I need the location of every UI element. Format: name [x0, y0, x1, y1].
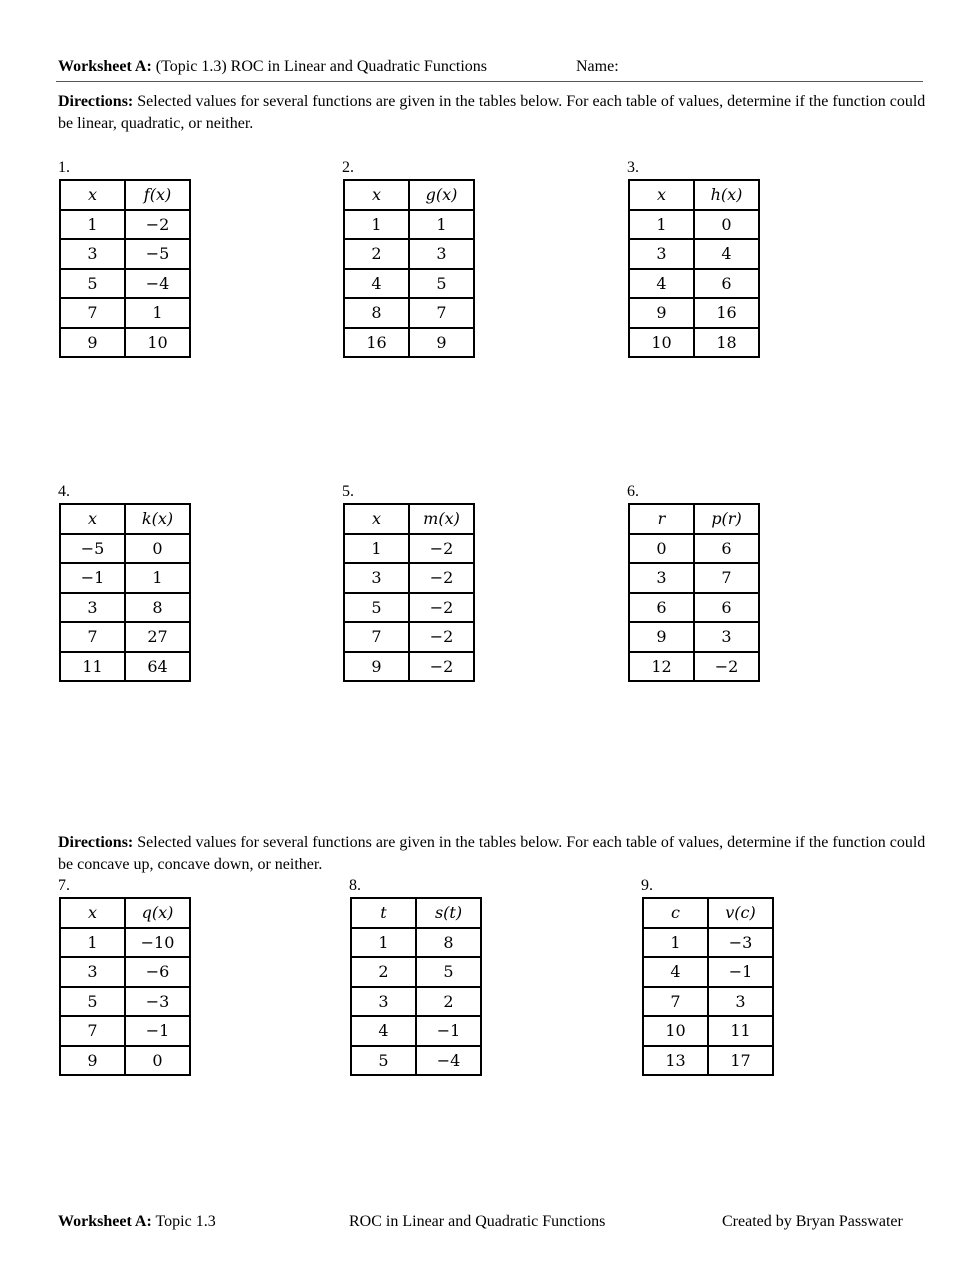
column-header: x [629, 180, 694, 210]
column-header: k(x) [125, 504, 190, 534]
table-cell: 4 [629, 269, 694, 299]
problem-number: 2. [342, 159, 354, 176]
table-cell: −2 [409, 593, 474, 623]
problem-number: 8. [349, 877, 361, 894]
table-cell: 7 [694, 563, 759, 593]
table-cell: 4 [694, 239, 759, 269]
table-cell: 9 [629, 298, 694, 328]
table-cell: 6 [694, 534, 759, 564]
problem-number: 5. [342, 483, 354, 500]
function-table [59, 179, 191, 358]
table-cell: 3 [60, 239, 125, 269]
table-cell: 1 [60, 210, 125, 240]
table-cell: 16 [344, 328, 409, 358]
table-cell: −2 [409, 622, 474, 652]
table-cell: 2 [344, 239, 409, 269]
table-cell: 1 [409, 210, 474, 240]
problem-number: 7. [58, 877, 70, 894]
worksheet-title-label: Worksheet A: [58, 58, 152, 75]
directions-linear-quadratic [58, 91, 928, 135]
column-header: s(t) [416, 898, 481, 928]
problem-number: 6. [627, 483, 639, 500]
table-cell: 9 [344, 652, 409, 682]
table-cell: 7 [60, 622, 125, 652]
table-cell: 1 [344, 210, 409, 240]
footer-worksheet-label: Worksheet A: [58, 1213, 152, 1230]
table-cell: −2 [694, 652, 759, 682]
table-cell: 13 [643, 1046, 708, 1076]
table-cell: 1 [643, 928, 708, 958]
worksheet-title: (Topic 1.3) ROC in Linear and Quadratic Functions [151, 58, 488, 75]
table-cell: −3 [708, 928, 773, 958]
problem-number: 9. [641, 877, 653, 894]
function-table [628, 503, 760, 682]
table-cell: 2 [416, 987, 481, 1017]
table-cell: 7 [344, 622, 409, 652]
table-cell: 1 [351, 928, 416, 958]
table-cell: −3 [125, 987, 190, 1017]
table-cell: 7 [409, 298, 474, 328]
column-header: c [643, 898, 708, 928]
table-cell: −4 [125, 269, 190, 299]
worksheet-header [58, 58, 923, 76]
directions-label: Directions: [58, 93, 134, 110]
footer-center: ROC in Linear and Quadratic Functions [349, 1213, 606, 1230]
table-cell: 3 [409, 239, 474, 269]
table-cell: 10 [629, 328, 694, 358]
table-cell: 18 [694, 328, 759, 358]
table-cell: 3 [351, 987, 416, 1017]
table-cell: 5 [416, 957, 481, 987]
table-cell: 10 [125, 328, 190, 358]
table-cell: 3 [60, 957, 125, 987]
function-table [343, 503, 475, 682]
function-table [628, 179, 760, 358]
table-cell: 1 [344, 534, 409, 564]
table-cell: 4 [351, 1016, 416, 1046]
table-cell: 3 [629, 239, 694, 269]
table-cell: 1 [629, 210, 694, 240]
problem-number: 4. [58, 483, 70, 500]
table-cell: −5 [60, 534, 125, 564]
table-cell: −10 [125, 928, 190, 958]
column-header: x [344, 180, 409, 210]
table-cell: −2 [409, 534, 474, 564]
table-cell: 11 [708, 1016, 773, 1046]
table-cell: −4 [416, 1046, 481, 1076]
column-header: t [351, 898, 416, 928]
function-table [59, 897, 191, 1076]
footer-left [58, 1213, 216, 1231]
column-header: q(x) [125, 898, 190, 928]
table-cell: 3 [344, 563, 409, 593]
table-cell: 8 [125, 593, 190, 623]
column-header: p(r) [694, 504, 759, 534]
problem-number: 1. [58, 159, 70, 176]
table-cell: 3 [694, 622, 759, 652]
name-label: Name: [576, 58, 619, 75]
table-cell: 4 [643, 957, 708, 987]
table-cell: 16 [694, 298, 759, 328]
function-table [59, 503, 191, 682]
table-cell: 5 [409, 269, 474, 299]
table-cell: 2 [351, 957, 416, 987]
function-table [343, 179, 475, 358]
table-cell: −2 [409, 652, 474, 682]
table-cell: 27 [125, 622, 190, 652]
table-cell: −5 [125, 239, 190, 269]
directions-text: Selected values for several functions are given in the tables below. For each table of values, determine if the function could be linear, quadratic, or neither. [58, 93, 926, 132]
table-cell: 12 [629, 652, 694, 682]
table-cell: −1 [60, 563, 125, 593]
table-cell: 3 [708, 987, 773, 1017]
column-header: x [60, 180, 125, 210]
table-cell: 64 [125, 652, 190, 682]
table-cell: 9 [409, 328, 474, 358]
table-cell: 0 [629, 534, 694, 564]
column-header: m(x) [409, 504, 474, 534]
column-header: g(x) [409, 180, 474, 210]
table-cell: 5 [351, 1046, 416, 1076]
column-header: x [60, 898, 125, 928]
table-cell: −2 [409, 563, 474, 593]
table-cell: 3 [629, 563, 694, 593]
table-cell: −1 [416, 1016, 481, 1046]
function-table [642, 897, 774, 1076]
header-divider [56, 81, 923, 82]
table-cell: −2 [125, 210, 190, 240]
table-cell: −1 [708, 957, 773, 987]
table-cell: 9 [60, 1046, 125, 1076]
table-cell: 0 [125, 1046, 190, 1076]
column-header: f(x) [125, 180, 190, 210]
column-header: h(x) [694, 180, 759, 210]
table-cell: 7 [60, 1016, 125, 1046]
table-cell: −6 [125, 957, 190, 987]
table-cell: 1 [125, 563, 190, 593]
directions-text: Selected values for several functions are given in the tables below. For each table of values, determine if the function could be concave up, concave down, or neither. [58, 834, 926, 873]
footer-author: Created by Bryan Passwater [722, 1213, 903, 1230]
table-cell: 8 [416, 928, 481, 958]
footer-topic: Topic 1.3 [151, 1213, 216, 1230]
table-cell: 10 [643, 1016, 708, 1046]
table-cell: 8 [344, 298, 409, 328]
directions-concavity [58, 832, 928, 876]
table-cell: 6 [694, 269, 759, 299]
table-cell: 1 [125, 298, 190, 328]
function-table [350, 897, 482, 1076]
table-cell: 7 [60, 298, 125, 328]
directions-label: Directions: [58, 834, 134, 851]
column-header: r [629, 504, 694, 534]
table-cell: 6 [694, 593, 759, 623]
table-cell: 5 [344, 593, 409, 623]
column-header: x [344, 504, 409, 534]
column-header: v(c) [708, 898, 773, 928]
table-cell: 0 [125, 534, 190, 564]
table-cell: 7 [643, 987, 708, 1017]
table-cell: −1 [125, 1016, 190, 1046]
table-cell: 0 [694, 210, 759, 240]
table-cell: 4 [344, 269, 409, 299]
problem-number: 3. [627, 159, 639, 176]
table-cell: 3 [60, 593, 125, 623]
table-cell: 5 [60, 269, 125, 299]
table-cell: 9 [60, 328, 125, 358]
table-cell: 1 [60, 928, 125, 958]
table-cell: 6 [629, 593, 694, 623]
table-cell: 5 [60, 987, 125, 1017]
table-cell: 9 [629, 622, 694, 652]
column-header: x [60, 504, 125, 534]
table-cell: 11 [60, 652, 125, 682]
table-cell: 17 [708, 1046, 773, 1076]
